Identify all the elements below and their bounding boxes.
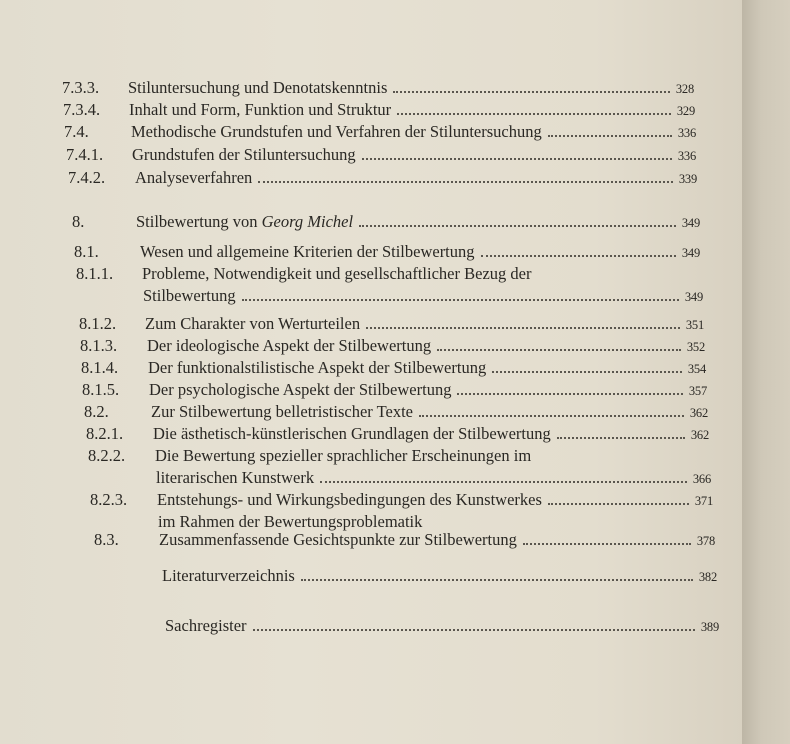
toc-entry-title-continued: im Rahmen der Bewertungsproblematik: [158, 512, 423, 531]
dot-leader: [301, 578, 693, 581]
toc-entry-number: 8.2.2.: [88, 446, 126, 465]
toc-entry-page: 349: [684, 290, 703, 304]
dot-leader: [242, 298, 679, 301]
toc-entry-page: 329: [676, 104, 695, 118]
toc-entry-page: 339: [678, 172, 697, 186]
dot-leader: [548, 502, 689, 505]
toc-entry-number: 8.2.3.: [90, 490, 128, 509]
toc-entry-title: Entstehungs- und Wirkungsbedingungen des Kunstwerkes: [157, 490, 542, 509]
toc-entry-title: Zusammenfassende Gesichtspunkte zur Stilbewertung: [159, 530, 517, 549]
toc-entry-title: Die ästhetisch-künstlerischen Grundlagen der Stilbewertung: [153, 424, 551, 443]
toc-entry-title: [136, 212, 353, 232]
toc-entry-page: 362: [689, 406, 708, 420]
dot-leader: [419, 414, 684, 417]
toc-entry-page: 336: [677, 149, 696, 163]
dot-leader: [457, 392, 682, 395]
dot-leader: [366, 326, 680, 329]
toc-entry-page: 366: [692, 472, 711, 486]
toc-entry: [88, 446, 711, 490]
toc-entry-title: Inhalt und Form, Funktion und Struktur: [129, 100, 392, 119]
toc-entry-page: 362: [690, 428, 709, 442]
toc-entry-page: 351: [685, 318, 704, 332]
dot-leader: [481, 254, 676, 257]
toc-entry-title-continued: literarischen Kunstwerk: [156, 468, 315, 487]
toc-entry-number: 7.4.: [64, 122, 89, 141]
toc-entry-title: Zur Stilbewertung belletristischer Texte: [151, 402, 414, 421]
toc-entry-number: 8.3.: [94, 530, 119, 549]
toc-entry-title: Der psychologische Aspekt der Stilbewertung: [149, 380, 452, 399]
toc-entry-number: 8.: [72, 212, 85, 231]
toc-entry-number: 8.1.: [74, 242, 99, 261]
toc-entry-number: 8.1.1.: [76, 264, 114, 283]
toc-entry-title: Zum Charakter von Werturteilen: [145, 314, 361, 333]
toc-entry-number: 7.3.3.: [62, 78, 100, 97]
toc-entry-number: 7.4.2.: [68, 168, 106, 187]
page-edge-stack: [742, 0, 790, 744]
toc-entry-number: 7.3.4.: [63, 100, 101, 119]
toc-entry-number: 8.1.3.: [80, 336, 118, 355]
dot-leader: [258, 180, 673, 183]
toc-entry-title: Analyseverfahren: [135, 168, 253, 187]
toc-entry-page: 352: [686, 340, 705, 354]
dot-leader: [253, 628, 695, 631]
toc-entry-page: 328: [675, 82, 694, 96]
dot-leader: [397, 112, 671, 115]
toc-entry: [76, 264, 703, 308]
toc-entry-page: 336: [677, 126, 696, 140]
dot-leader: [362, 157, 672, 160]
toc-entry-title: Grundstufen der Stiluntersuchung: [132, 145, 356, 164]
toc-entry-title: Die Bewertung spezieller sprachlicher Erscheinungen im: [155, 446, 532, 465]
dot-leader: [359, 224, 676, 227]
chapter-title-text: Stilbewertung von: [136, 212, 262, 231]
toc-entry-title-continued: Stilbewertung: [143, 286, 236, 305]
toc-entry-page: 389: [700, 620, 719, 634]
toc-entry-page: 378: [696, 534, 715, 548]
toc-entry-title: Probleme, Notwendigkeit und gesellschaftlicher Bezug der: [142, 264, 532, 283]
toc-entry-number: 8.1.2.: [79, 314, 117, 333]
toc-entry-number: 8.1.5.: [82, 380, 120, 399]
toc-entry-page: 354: [687, 362, 706, 376]
toc-entry-title: Literaturverzeichnis: [162, 566, 295, 585]
dot-leader: [557, 436, 685, 439]
toc-entry-number: 8.1.4.: [81, 358, 119, 377]
dot-leader: [548, 134, 672, 137]
toc-entry-page: 349: [681, 246, 700, 260]
toc-entry-title: Methodische Grundstufen und Verfahren der Stiluntersuchung: [131, 122, 542, 141]
toc-entry-page: 371: [694, 494, 713, 508]
dot-leader: [393, 90, 669, 93]
toc-entry-page: 382: [698, 570, 717, 584]
dot-leader: [320, 480, 687, 483]
toc-entry-title: Stiluntersuchung und Denotatskenntnis: [128, 78, 388, 97]
chapter-author: Georg Michel: [261, 212, 354, 231]
toc-entry-page: 349: [681, 216, 700, 230]
toc-entry-page: 357: [688, 384, 707, 398]
toc-entry-number: 7.4.1.: [66, 145, 104, 164]
dot-leader: [492, 370, 682, 373]
dot-leader: [437, 348, 681, 351]
toc-entry: [90, 490, 713, 534]
toc-entry-title: Sachregister: [165, 616, 247, 635]
toc-entry-title: Der ideologische Aspekt der Stilbewertung: [147, 336, 432, 355]
toc-entry-number: 8.2.: [84, 402, 109, 421]
dot-leader: [523, 542, 691, 545]
toc-entry-title: Der funktionalstilistische Aspekt der Stilbewertung: [148, 358, 487, 377]
toc-entry-title: Wesen und allgemeine Kriterien der Stilbewertung: [140, 242, 475, 261]
toc-entry-number: 8.2.1.: [86, 424, 124, 443]
